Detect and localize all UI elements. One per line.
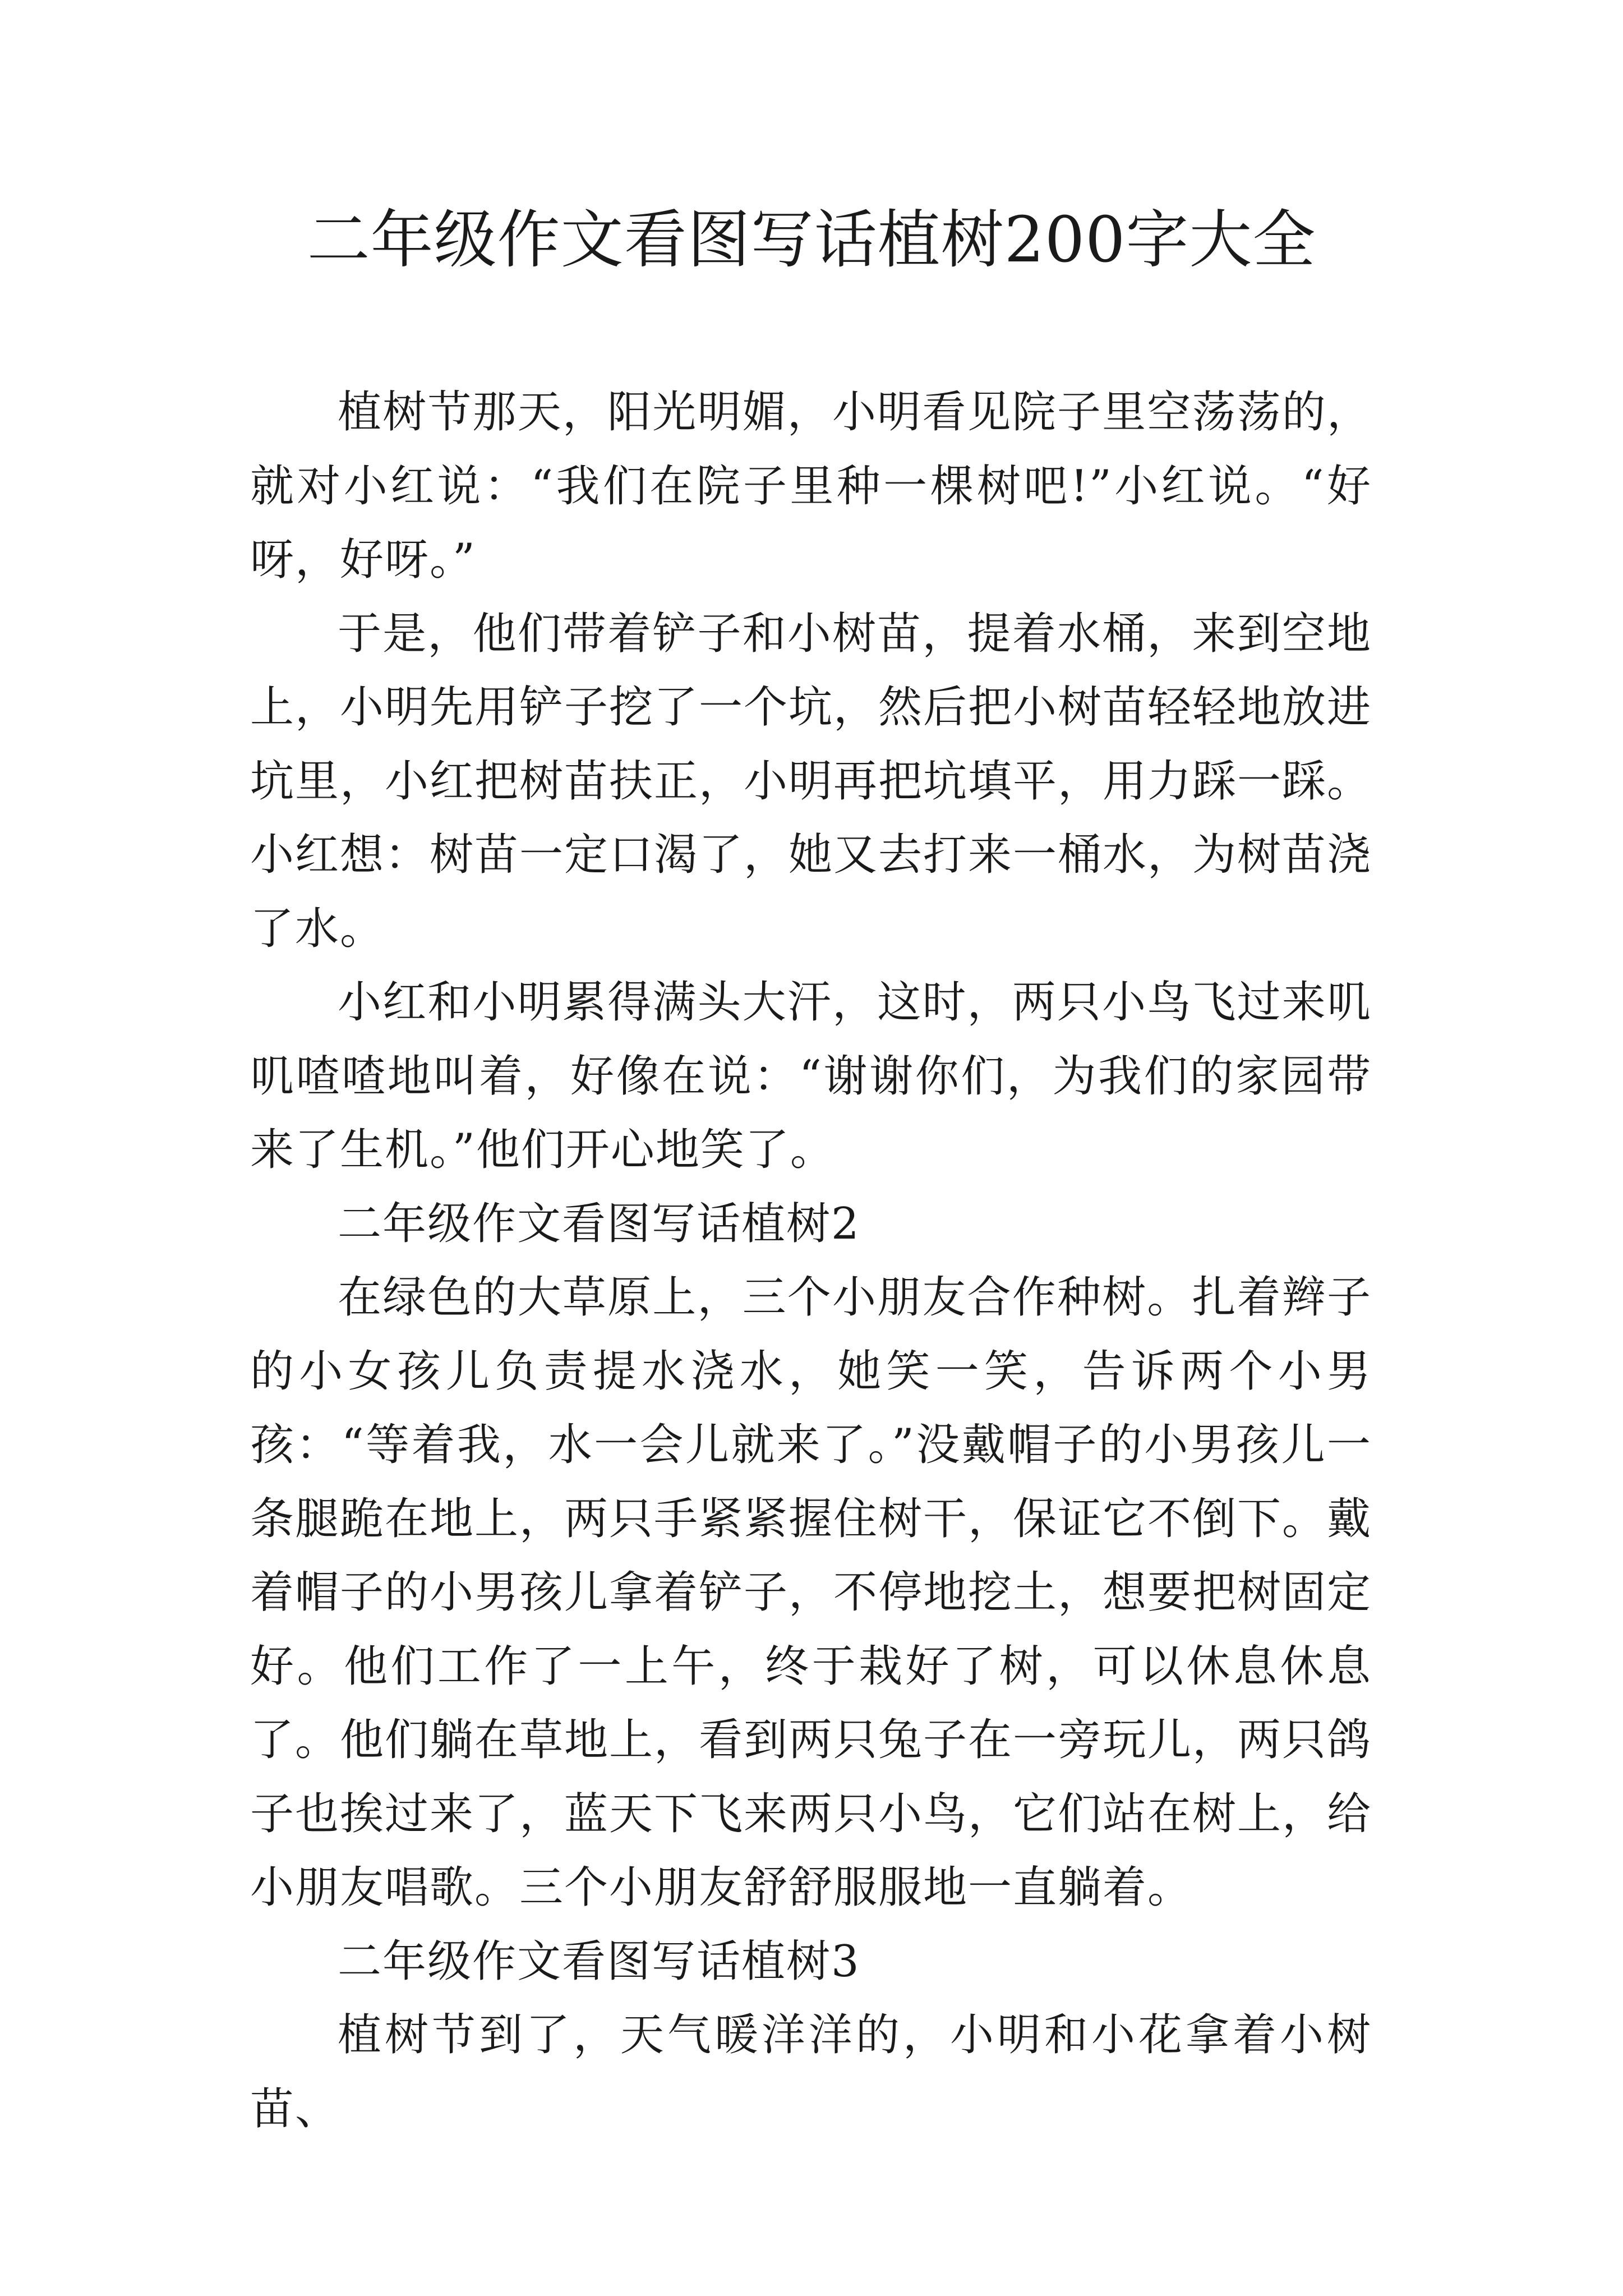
document-body <box>250 376 1372 2146</box>
section-heading-2: 二年级作文看图写话植树2 <box>338 1198 860 1249</box>
paragraph-4: 在绿色的大草原上，三个小朋友合作种树。扎着辫子的小女孩儿负责提水浇水，她笑一笑，告诉两个小男孩：“等着我，水一会儿就来了。”没戴帽子的小男孩儿一条腿跪在地上，两只手紧紧握住树干，保证它不倒下。戴着帽子的小男孩儿拿着铲子，不停地挖土，想要把树固定好。他们工作了一上午，终于栽好了树，可以休息休息了。他们躺在草地上，看到两只兔子在一旁玩儿，两只鸽子也挨过来了，蓝天下飞来两只小鸟，它们站在树上，给小朋友唱歌。三个小朋友舒舒服服地一直躺着。 <box>250 1272 1372 1913</box>
section-heading-3: 二年级作文看图写话植树3 <box>338 1936 860 1987</box>
paragraph-3: 小红和小明累得满头大汗，这时，两只小鸟飞过来叽叽喳喳地叫着，好像在说：“谢谢你们，为我们的家园带来了生机。”他们开心地笑了。 <box>250 977 1372 1175</box>
document-title: 二年级作文看图写话植树200字大全 <box>307 204 1316 277</box>
paragraph-2: 于是，他们带着铲子和小树苗，提着水桶，来到空地上，小明先用铲子挖了一个坑，然后把小树苗轻轻地放进坑里，小红把树苗扶正，小明再把坑填平，用力踩一踩。小红想：树苗一定口渴了，她又去打来一桶水，为树苗浇了水。 <box>250 608 1372 954</box>
paragraph-1: 植树节那天，阳光明媚，小明看见院子里空荡荡的，就对小红说：“我们在院子里种一棵树吧!”小红说。“好呀，好呀。” <box>250 387 1372 585</box>
paragraph-5: 植树节到了，天气暖洋洋的，小明和小花拿着小树苗、 <box>250 2010 1372 2134</box>
